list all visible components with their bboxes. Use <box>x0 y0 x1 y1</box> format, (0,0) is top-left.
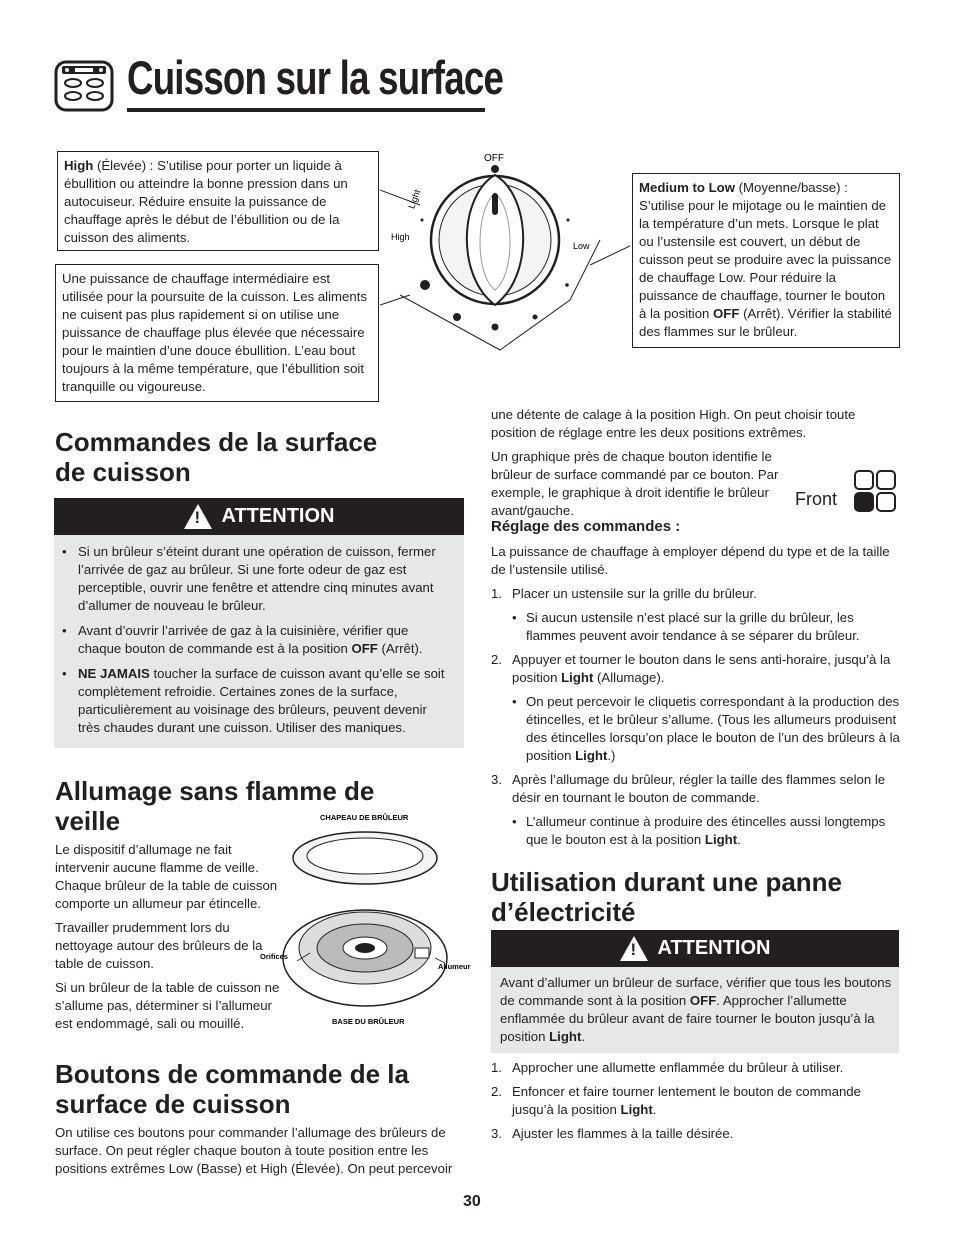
callout-medium <box>55 264 379 402</box>
outage-steps <box>491 1059 901 1149</box>
heading-surface-controls: Commandes de la surface de cuisson <box>55 427 378 487</box>
attention-box-2 <box>491 930 899 1053</box>
attention-label: ATTENTION <box>657 937 771 959</box>
callout-medium-low: Medium to Low (Moyenne/basse) : S’utilise pour le mijotage ou le maintien de la température d’un mets. Lorsque le plat ou l’ustensile est couvert, un début de cuisson peut se produire avec la puissance de chauffage Low. Pour réduire la puissance de chauffage, tourner le bouton à la position OFF (Arrêt). Vérifier la stabilité des flammes sur le brûleur. <box>632 173 900 348</box>
step-item: 2. Appuyer et tourner le bouton dans le sens anti-horaire, jusqu’à la position Light (Allumage). • On peut percevoir le cliquetis correspondant à la production des étincelles, et le brûleur s’allume. (Tous les allumeurs produisent des étincelles lorsqu’on place le bouton de l’un des brûleurs à la position Light.) <box>491 651 901 765</box>
front-label: Front <box>795 489 838 509</box>
settings-text: La puissance de chauffage à employer dépend du type et de la taille de l’ustensile utilisé. 1. Placer un ustensile sur la grille du brûleur. • Si aucun ustensile n’est placé sur la grille du brûleur, les flammes peuvent avoir tendance à se séparer du brûleur. 2. Appuyer et tourner le bouton dans le sens anti-horaire, jusqu’à la position Light (Allumage). • On peut percevoir le cliquetis correspondant à la production des étincelles, et le brûleur s’allume. (Tous les allumeurs produisent des étincelles lorsqu’on place le bouton de l’un des brûleurs à la position Light.) 3. Après l’allumage du brûleur, régler la taille des flammes selon le désir en tournant le bouton de commande. • L’allumeur continue à produire des étincelles aussi longtemps que le bouton est à la position Light. <box>491 543 901 855</box>
burner-cap-label: CHAPEAU DE BRÛLEUR <box>320 813 409 822</box>
high-label: High <box>64 158 94 173</box>
step-subitem: • Si aucun ustensile n’est placé sur la grille du brûleur, les flammes peuvent avoir tendance à se séparer du brûleur. <box>491 609 901 645</box>
attention-text: Avant d’allumer un brûleur de surface, vérifier que tous les boutons de commande sont à la position OFF. Approcher l’allumette enflammée du brûleur avant de faire tourner le bouton jusqu’à la position Light. <box>491 967 899 1053</box>
dial-low-label: Low <box>573 241 590 251</box>
burner-illustration <box>260 808 480 1033</box>
burner-base-label: BASE DU BRÛLEUR <box>332 1017 405 1026</box>
orifices-label: Orifices <box>260 952 288 961</box>
igniter-label: Allumeur <box>438 962 471 971</box>
step-subitem: • On peut percevoir le cliquetis correspondant à la production des étincelles, et le brûleur s’allume. (Tous les allumeurs produisent des étincelles lorsqu’on place le bouton de l’un des brûleurs à la position Light.) <box>491 693 901 765</box>
high-text: (Élevée) : S’utilise pour porter un liquide à ébullition ou atteindre la bonne pression dans un autocuiseur. Réduire ensuite la puissance de chauffage après le début de l’ébullition ou de la cuisson des aliments. <box>64 158 348 245</box>
attention-bullet: • Si un brûleur s’éteint durant une opération de cuisson, fermer l’arrivée de gaz au brûleur. Si une forte odeur de gaz est perceptible, ouvrir une fenêtre et attendre cinq minutes avant d’allumer de nouveau le brûleur. <box>54 543 452 615</box>
ignition-text: Le dispositif d’allumage ne fait intervenir aucune flamme de veille. Chaque brûleur de la table de cuisson comporte un allumeur par étincelle. Travailler prudemment lors du nettoyage autour des brûleurs de la table de cuisson. Si un brûleur de la table de cuisson ne s’allume pas, déterminer si l’allumeur est endommagé, sali ou mouillé. <box>55 842 280 1031</box>
title-underline <box>127 108 485 112</box>
control-knobs-text: On utilise ces boutons pour commander l’allumage des brûleurs de surface. On peut régler chaque bouton à toute position entre les positions extrêmes Low (Basse) et High (Élevée). On peut percevoir <box>55 1125 453 1176</box>
step-item: 1. Approcher une allumette enflammée du brûleur à utiliser. <box>491 1060 844 1075</box>
dial-high-label: High <box>391 232 410 242</box>
burner-grid-icon <box>853 469 899 515</box>
subheading-settings: Réglage des commandes : <box>491 518 681 535</box>
page-title: Cuisson sur la surface <box>127 51 504 104</box>
page-number: 30 <box>463 1193 481 1210</box>
step-item: 2. Enfoncer et faire tourner lentement le bouton de commande jusqu’à la position Light. <box>491 1084 861 1117</box>
heading-power-outage: Utilisation durant une panne d’électricité <box>491 867 843 927</box>
step-item: 3. Ajuster les flammes à la taille désirée. <box>491 1126 734 1141</box>
attention-bullet: • NE JAMAIS toucher la surface de cuisson avant qu’elle se soit complètement refroidie. Certaines zones de la surface, particulièrement au voisinage des brûleurs, peuvent devenir très chaudes durant une cuisson. Utiliser des maniques. <box>54 665 452 737</box>
cooktop-icon <box>54 58 114 119</box>
control-knob-illustration <box>380 145 630 360</box>
heading-control-knobs: Boutons de commande de la surface de cuisson <box>55 1059 409 1119</box>
warning-icon: ! <box>620 936 648 961</box>
dial-off-label: OFF <box>484 153 504 164</box>
callout-high <box>57 151 379 251</box>
attention-bullet: • Avant d’ouvrir l’arrivée de gaz à la cuisinière, vérifier que chaque bouton de commande est à la position OFF (Arrêt). <box>54 622 452 658</box>
dial-light-label: Light <box>406 188 423 211</box>
attention-bar <box>54 498 464 535</box>
step-subitem: • L’allumeur continue à produire des étincelles aussi longtemps que le bouton est à la position Light. <box>491 813 901 849</box>
attention-bar <box>491 930 899 967</box>
step-item: 1. Placer un ustensile sur la grille du brûleur. • Si aucun ustensile n’est placé sur la grille du brûleur, les flammes peuvent avoir tendance à se séparer du brûleur. <box>491 585 901 645</box>
step-item: 3. Après l’allumage du brûleur, régler la taille des flammes selon le désir en tournant le bouton de commande. • L’allumeur continue à produire des étincelles aussi longtemps que le bouton est à la position Light. <box>491 771 901 849</box>
attention-box-1 <box>54 498 464 748</box>
attention-label: ATTENTION <box>221 505 335 527</box>
right-column-text: une détente de calage à la position High. On peut choisir toute position de réglage entre les deux positions extrêmes. Un graphique près de chaque bouton identifie le brûleur de surface commandé par ce bouton. Par exemple, le graphique à droit identifie le brûleur avant/gauche. <box>491 407 856 518</box>
warning-icon: ! <box>184 504 212 529</box>
heading-pilotless-ignition: Allumage sans flamme de veille <box>55 776 375 836</box>
medium-low-label: Medium to Low <box>639 180 735 195</box>
medium-text: Une puissance de chauffage intermédiaire est utilisée pour la poursuite de la cuisson. Les aliments ne cuisent pas plus rapidement si on utilise une puissance de chauffage plus élevée que nécessaire pour le maintien d’une douce ébullition. L’eau bout toujours à la même température, que l’ébullition soit tranquille ou vigoureuse. <box>62 271 367 394</box>
